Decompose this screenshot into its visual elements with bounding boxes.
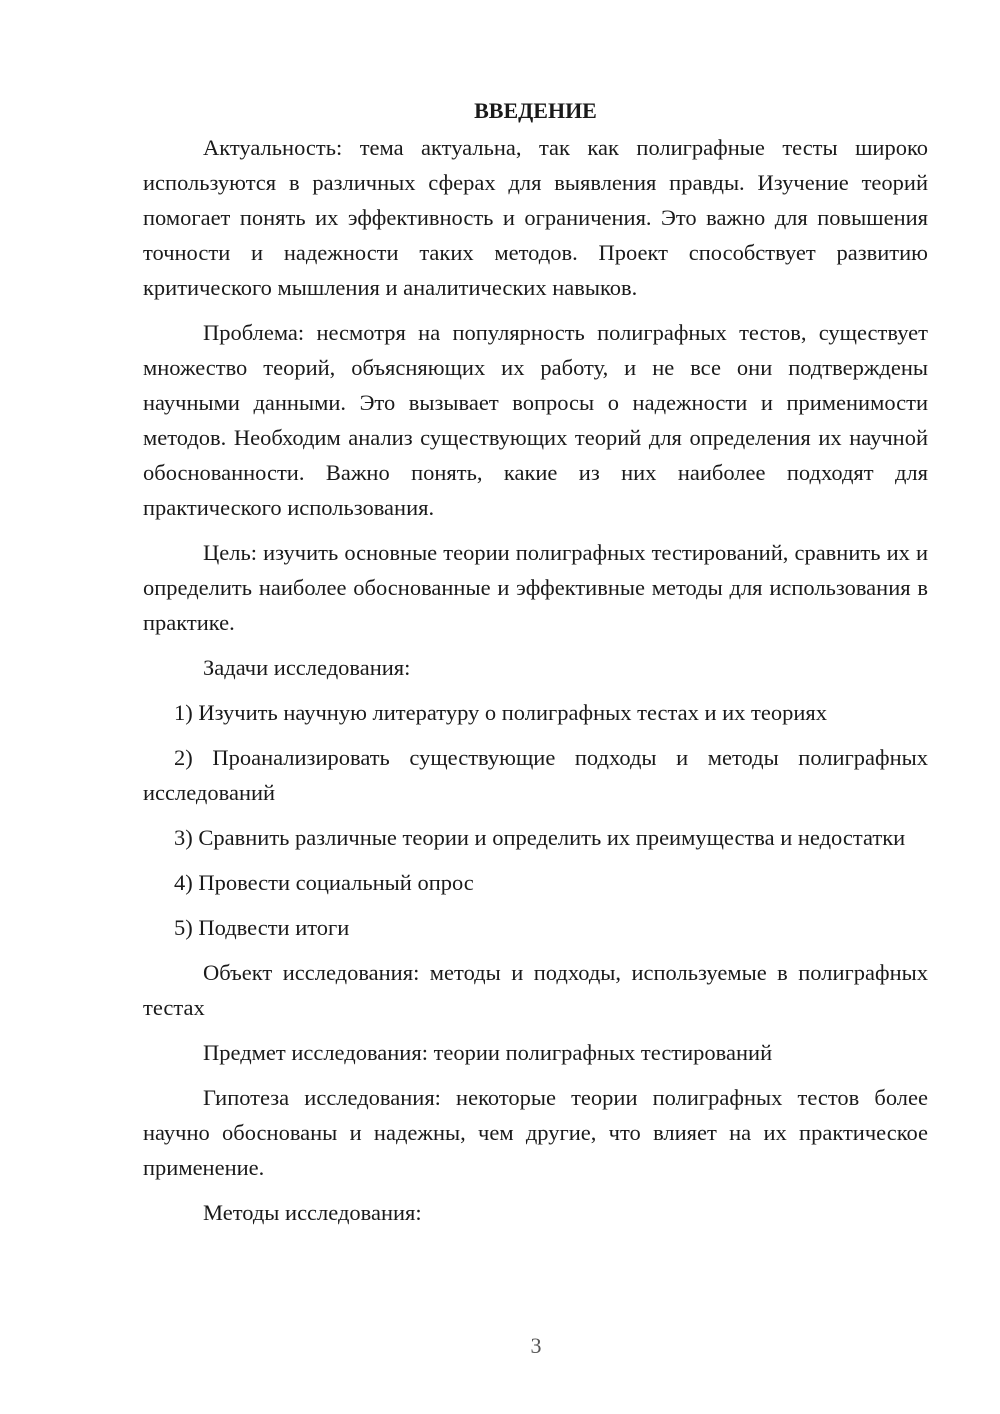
tasks-heading: Задачи исследования: [203, 655, 411, 680]
methods-heading: Методы исследования: [203, 1200, 422, 1225]
task-item-4: 4) Провести социальный опрос [174, 870, 474, 895]
problem-paragraph: Проблема: несмотря на популярность полиграфных тестов, существует множество теорий, объясняющих их работу, и не все они подтверждены научными данными. Это вызывает вопросы о надежности и применимости методов. Необходим анализ существующих теорий для определения их научной обоснованности. Важно понять, какие из них наиболее подходят для практического использования. [143, 320, 928, 520]
hypothesis-paragraph: Гипотеза исследования: некоторые теории полиграфных тестов более научно обоснованы и надежны, чем другие, что влияет на их практическое применение. [143, 1085, 928, 1180]
goal-paragraph: Цель: изучить основные теории полиграфных тестирований, сравнить их и определить наиболее обоснованные и эффективные методы для использования в практике. [143, 540, 928, 635]
task-item-2: 2) Проанализировать существующие подходы и методы полиграфных исследований [143, 745, 928, 805]
page-number: 3 [530, 1333, 542, 1358]
section-title: ВВЕДЕНИЕ [474, 98, 597, 123]
object-paragraph: Объект исследования: методы и подходы, используемые в полиграфных тестах [143, 960, 928, 1020]
subject-paragraph: Предмет исследования: теории полиграфных тестирований [203, 1040, 773, 1065]
task-item-5: 5) Подвести итоги [174, 915, 350, 940]
relevance-paragraph: Актуальность: тема актуальна, так как полиграфные тесты широко используются в различных сферах для выявления правды. Изучение теорий помогает понять их эффективность и ограничения. Это важно для повышения точности и надежности таких методов. Проект способствует развитию критического мышления и аналитических навыков. [143, 135, 928, 300]
task-item-3: 3) Сравнить различные теории и определить их преимущества и недостатки [174, 825, 906, 850]
task-item-1: 1) Изучить научную литературу о полиграфных тестах и их теориях [174, 700, 827, 725]
document-page [143, 96, 928, 1240]
